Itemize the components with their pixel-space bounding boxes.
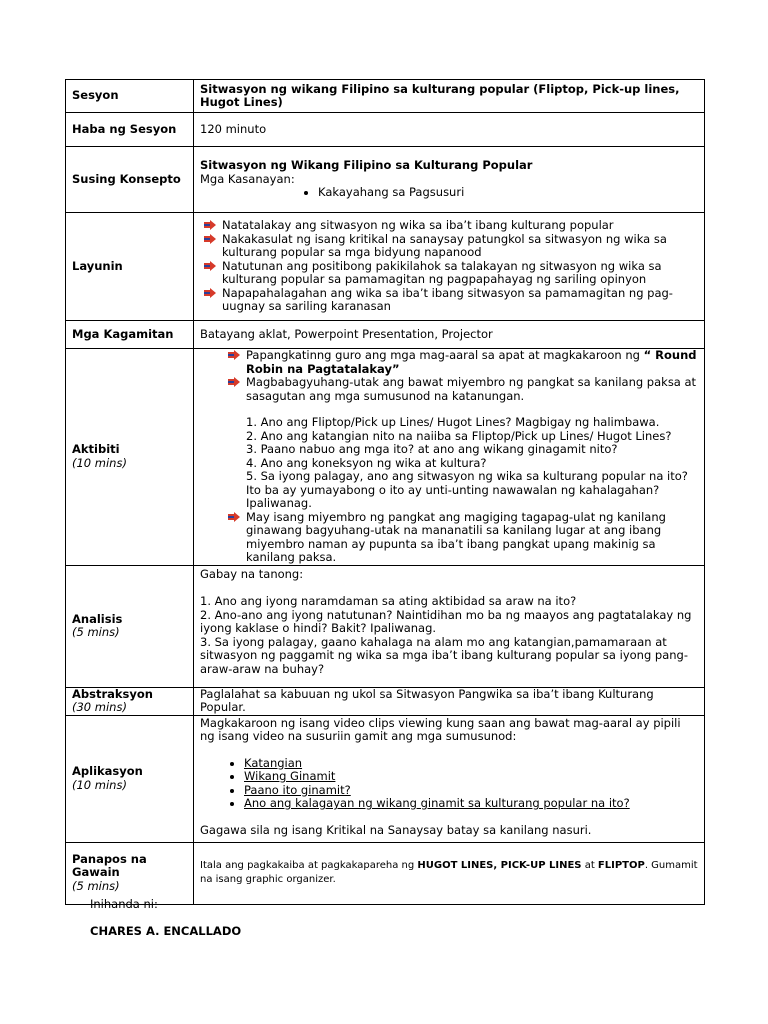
arrow-bullet-icon bbox=[228, 377, 240, 387]
aplikasyon-outro: Gagawa sila ng isang Kritikal na Sanaysay batay sa kanilang nasuri. bbox=[200, 822, 592, 837]
row-label: Susing Konsepto bbox=[66, 147, 194, 213]
list-item: 3. Sa iyong palagay, gaano kahalaga na alam mo ang katangian,pamamaraan at sitwasyon ng paggamit ng wika sa mga iba’t ibang kulturang popular sa iyong pang-araw-araw na buhay? bbox=[200, 634, 688, 676]
row-label: Sesyon bbox=[66, 80, 194, 113]
row-label bbox=[66, 687, 194, 715]
list-item: Magbabagyuhang-utak ang bawat miyembro ng pangkat sa kanilang paksa at sasagutan ang mga sumusunod na katanungan. bbox=[224, 376, 698, 403]
aktibiti-list bbox=[224, 349, 698, 403]
list-item: • Wikang Ginamit bbox=[244, 770, 698, 784]
analisis-time: (5 mins) bbox=[72, 625, 120, 639]
row-label: Haba ng Sesyon bbox=[66, 113, 194, 147]
list-item: Nakakasulat ng isang kritikal na sanaysay patungkol sa sitwasyon ng wika sa kulturang popular sa mga bidyung napanood bbox=[200, 233, 698, 260]
row-label: Mga Kagamitan bbox=[66, 321, 194, 349]
row-kagamitan bbox=[66, 321, 705, 349]
list-item: 1. Ano ang Fliptop/Pick up Lines/ Hugot Lines? Magbigay ng halimbawa. bbox=[246, 415, 660, 429]
susing-sub: Mga Kasanayan: bbox=[200, 171, 295, 186]
layunin-content bbox=[194, 213, 705, 321]
abstraksyon-label: Abstraksyon bbox=[72, 686, 153, 701]
abstraksyon-value: Paglalahat sa kabuuan ng ukol sa Sitwasyon Pangwika sa iba’t ibang Kulturang Popular. bbox=[194, 687, 705, 715]
row-panapos bbox=[66, 842, 705, 904]
aktibiti-questions bbox=[224, 416, 698, 511]
row-layunin bbox=[66, 213, 705, 321]
row-sesyon bbox=[66, 80, 705, 113]
aktibiti-list-2 bbox=[224, 511, 698, 565]
list-item: • Paano ito ginamit? bbox=[244, 784, 698, 798]
aktibiti-content bbox=[194, 349, 705, 566]
list-item: • Katangian bbox=[244, 757, 698, 771]
aplikasyon-list bbox=[200, 757, 698, 811]
susing-title: Sitwasyon ng Wikang Filipino sa Kulturang Popular bbox=[200, 158, 533, 173]
list-item: 2. Ano ang katangian nito na naiiba sa Fliptop/Pick up Lines/ Hugot Lines? bbox=[246, 428, 672, 443]
arrow-bullet-icon bbox=[204, 288, 216, 298]
arrow-bullet-icon bbox=[204, 261, 216, 271]
list-item: • Ano ang kalagayan ng wikang ginamit sa kulturang popular na ito? bbox=[244, 797, 698, 811]
row-abstraksyon bbox=[66, 687, 705, 715]
row-label: Layunin bbox=[66, 213, 194, 321]
lesson-plan-table bbox=[65, 79, 705, 905]
list-item: 1. Ano ang iyong naramdaman sa ating aktibidad sa araw na ito? bbox=[200, 594, 577, 608]
aplikasyon-time: (10 mins) bbox=[72, 777, 127, 792]
arrow-bullet-icon bbox=[204, 220, 216, 230]
row-susing-konsepto bbox=[66, 147, 705, 213]
row-analisis bbox=[66, 565, 705, 687]
row-aktibiti bbox=[66, 349, 705, 566]
susing-content bbox=[194, 147, 705, 213]
aplikasyon-label: Aplikasyon bbox=[72, 764, 143, 778]
analisis-label: Analisis bbox=[72, 611, 123, 626]
aktibiti-time: (10 mins) bbox=[72, 455, 127, 470]
panapos-content: Itala ang pagkakaiba at pagkakapareha ng HUGOT LINES, PICK-UP LINES at FLIPTOP. Gumamit na isang graphic organizer. bbox=[194, 842, 705, 904]
list-item: Natatalakay ang sitwasyon ng wika sa iba’t ibang kulturang popular bbox=[200, 219, 698, 233]
list-item: 4. Ano ang koneksyon ng wika at kultura? bbox=[246, 455, 487, 470]
row-label bbox=[66, 715, 194, 842]
aplikasyon-intro: Magkakaroon ng isang video clips viewing kung saan ang bawat mag-aaral ay pipili ng isang video na susuriin gamit ang mga sumusunod: bbox=[200, 715, 681, 743]
list-item: 5. Sa iyong palagay, ano ang sitwasyon ng wika sa kulturang popular na ito? Ito ba ay yumayabong o ito ay unti-unting nawawalan ng kahalagahan? Ipaliwanag. bbox=[246, 469, 688, 510]
arrow-bullet-icon bbox=[228, 512, 240, 522]
susing-list bbox=[200, 186, 698, 200]
list-item: Natutunan ang positibong pakikilahok sa talakayan ng sitwasyon ng wika sa kulturang popular sa pamamagitan ng pagpapahayag ng sariling opinyon bbox=[200, 260, 698, 287]
row-label bbox=[66, 842, 194, 904]
sesyon-value: Sitwasyon ng wikang Filipino sa kulturang popular (Fliptop, Pick-up lines, Hugot Lines) bbox=[194, 80, 705, 113]
panapos-time: (5 mins) bbox=[72, 878, 120, 893]
list-item: Napapahalagahan ang wika sa iba’t ibang sitwasyon sa pamamagitan ng pag-uugnay sa sariling karanasan bbox=[200, 287, 698, 314]
round-robin-text: “ Round Robin na Pagtatalakay” bbox=[246, 348, 697, 376]
haba-value: 120 minuto bbox=[194, 113, 705, 147]
analisis-content bbox=[194, 565, 705, 687]
panapos-label: Panapos na Gawain bbox=[72, 851, 147, 880]
arrow-bullet-icon bbox=[228, 350, 240, 360]
list-item: • Kakayahang sa Pagsusuri bbox=[318, 186, 698, 200]
kagamitan-value: Batayang aklat, Powerpoint Presentation, Projector bbox=[194, 321, 705, 349]
list-item: May isang miyembro ng pangkat ang magiging tagapag-ulat ng kanilang ginawang bagyuhang-utak na mananatili sa kanilang lugar at ang ibang miyembro naman ay pupunta sa iba’t ibang pangkat upang makinig sa kanilang paksa. bbox=[224, 511, 698, 565]
prepared-by-label: Inihanda ni: bbox=[90, 897, 158, 911]
layunin-list bbox=[200, 219, 698, 314]
author-name: CHARES A. ENCALLADO bbox=[90, 924, 242, 938]
aplikasyon-content bbox=[194, 715, 705, 842]
list-item: Papangkatinng guro ang mga mag-aaral sa apat at magkakaroon ng “ Round Robin na Pagtatalakay” bbox=[224, 349, 698, 376]
row-label bbox=[66, 349, 194, 566]
aktibiti-label: Aktibiti bbox=[72, 442, 120, 457]
analisis-questions bbox=[200, 595, 698, 676]
arrow-bullet-icon bbox=[204, 234, 216, 244]
row-haba bbox=[66, 113, 705, 147]
row-aplikasyon bbox=[66, 715, 705, 842]
list-item: 3. Paano nabuo ang mga ito? at ano ang wikang ginagamit nito? bbox=[246, 442, 618, 456]
analisis-intro: Gabay na tanong: bbox=[200, 566, 304, 581]
list-item: 2. Ano-ano ang iyong natutunan? Naintidihan mo ba ng maayos ang pagtatalakay ng iyong kaklase o hindi? Bakit? Ipaliwanag. bbox=[200, 607, 692, 635]
row-label bbox=[66, 565, 194, 687]
abstraksyon-time: (30 mins) bbox=[72, 700, 127, 714]
